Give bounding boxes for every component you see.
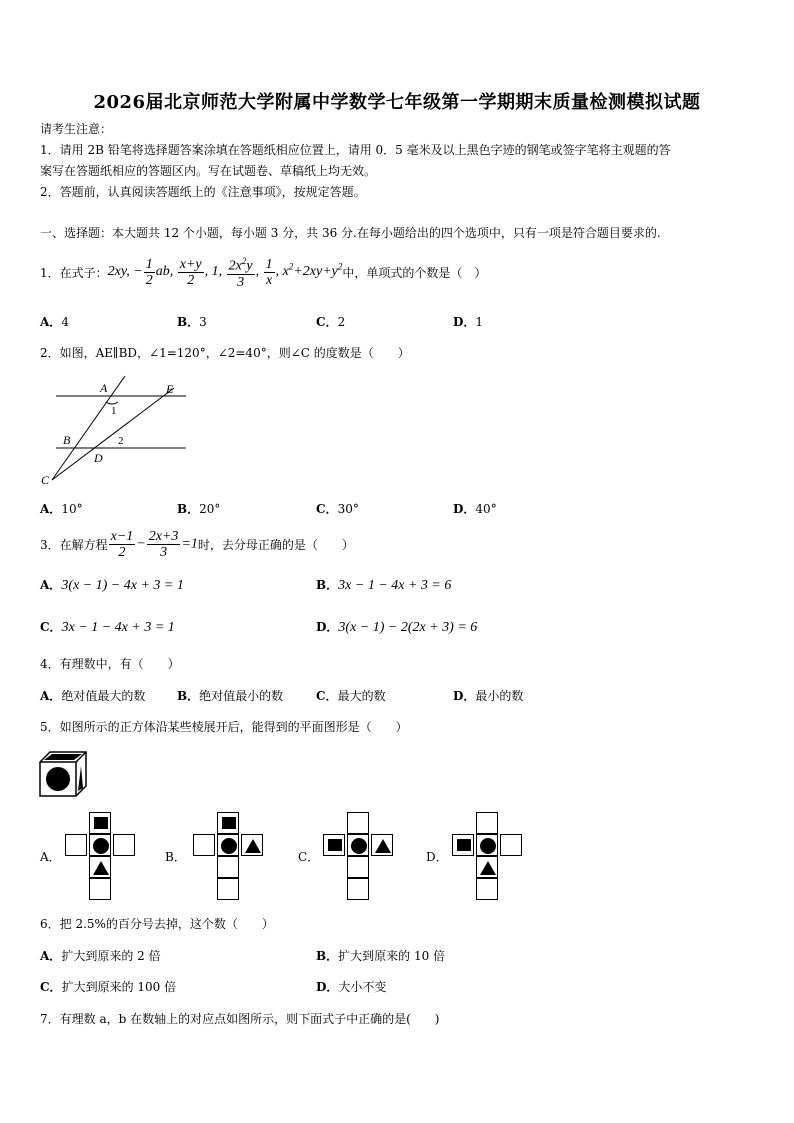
label-a: A	[100, 381, 108, 395]
net-cell	[452, 834, 474, 856]
net-cell	[89, 812, 111, 834]
q1-option-d: D．1	[453, 315, 484, 329]
circle-icon	[93, 838, 109, 854]
net-cell	[65, 834, 87, 856]
notice-item-1-line-2: 案写在答题纸相应的答题区内。写在试题卷、草稿纸上均无效。	[40, 164, 377, 178]
net-cell	[476, 812, 498, 834]
q2-option-b: B．20°	[177, 502, 221, 516]
question-3	[40, 526, 354, 562]
q3-option-a: A．3(x − 1) − 4x + 3 = 1	[40, 578, 184, 593]
q1-option-a: A．4	[40, 315, 69, 329]
question-2-stem: 2．如图，AE∥BD，∠1=120°，∠2=40°，则∠C 的度数是（ ）	[40, 346, 410, 360]
net-cell	[371, 834, 393, 856]
net-cell	[193, 834, 215, 856]
net-d	[452, 812, 532, 902]
label-b: B	[63, 433, 71, 447]
label-angle-1: 1	[111, 405, 117, 417]
question-1-prefix: 1．在式子：	[40, 265, 108, 280]
q1-option-c: C．2	[316, 315, 346, 329]
net-cell	[113, 834, 135, 856]
net-cell	[323, 834, 345, 856]
question-5-stem: 5．如图所示的正方体沿某些棱展开后，能得到的平面图形是（ ）	[40, 720, 408, 734]
q6-option-b: B．扩大到原来的 10 倍	[316, 949, 446, 963]
label-c: C	[41, 473, 50, 487]
question-3-equation: $\frac{x-1}{2}$ − $\frac{2x+3}{3}$ =1	[110, 528, 198, 560]
question-6-stem: 6．把 2.5%的百分号去掉，这个数（ ）	[40, 917, 274, 931]
net-cell	[476, 856, 498, 878]
net-cell	[347, 856, 369, 878]
net-cell	[476, 834, 498, 856]
net-a	[65, 812, 135, 902]
net-cell	[347, 812, 369, 834]
q4-option-a: A．绝对值最大的数	[40, 689, 146, 703]
q3-option-b: B．3x − 1 − 4x + 3 = 6	[316, 578, 452, 593]
net-b	[193, 812, 263, 902]
question-1-suffix: 中，单项式的个数是（ ）	[342, 265, 487, 280]
net-cell	[89, 834, 111, 856]
net-c	[323, 812, 403, 902]
question-3-suffix: 时，去分母正确的是（ ）	[197, 537, 354, 552]
question-7-stem: 7．有理数 a，b 在数轴上的对应点如图所示，则下面式子中正确的是( )	[40, 1012, 440, 1026]
q6-option-d: D．大小不变	[316, 980, 387, 994]
q5-option-c-label: C．	[298, 850, 320, 864]
q4-option-c: C．最大的数	[316, 689, 386, 703]
net-cell	[217, 878, 239, 900]
net-cell	[89, 856, 111, 878]
parallel-lines-figure	[36, 372, 196, 490]
net-cell	[476, 878, 498, 900]
q4-option-b: B．绝对值最小的数	[177, 689, 284, 703]
q2-option-c: C．30°	[316, 502, 359, 516]
q5-option-b-label: B．	[165, 850, 186, 864]
notice-item-1-line-1: 1．请用 2B 铅笔将选择题答案涂填在答题纸相应位置上，请用 0．5 毫米及以上黑色字迹的钢笔或签字笔将主观题的答	[40, 143, 671, 157]
label-e: E	[166, 382, 174, 396]
question-4-stem: 4．有理数中，有（ ）	[40, 657, 180, 671]
square-icon	[94, 817, 108, 829]
square-icon	[457, 839, 471, 851]
net-cell	[347, 834, 369, 856]
q5-option-a-label: A．	[40, 850, 61, 864]
question-1-expressions: 2xy, − $\frac{1}{2}$ ab, $\frac{x+y}{2}$ , 1, $\frac{2x^2y}{3}$ , $\frac{1}{x}$ , $x^2+2xy+y^2$	[107, 256, 343, 290]
net-cell	[500, 834, 522, 856]
question-1	[40, 255, 486, 289]
circle-icon	[480, 838, 496, 854]
q3-option-c: C．3x − 1 − 4x + 3 = 1	[40, 620, 175, 635]
square-icon	[328, 839, 342, 851]
cube-figure	[38, 750, 90, 798]
triangle-icon	[375, 839, 391, 853]
triangle-icon	[245, 839, 261, 853]
question-3-prefix: 3．在解方程	[40, 537, 108, 552]
triangle-icon	[93, 861, 109, 875]
q2-option-d: D．40°	[453, 502, 497, 516]
label-angle-2: 2	[118, 435, 124, 447]
net-cell	[347, 878, 369, 900]
q4-option-d: D．最小的数	[453, 689, 524, 703]
label-d: D	[94, 451, 103, 465]
notice-item-2: 2．答题前，认真阅读答题纸上的《注意事项》，按规定答题。	[40, 185, 366, 199]
q6-option-c: C．扩大到原来的 100 倍	[40, 980, 177, 994]
q6-option-a: A．扩大到原来的 2 倍	[40, 949, 161, 963]
square-icon	[222, 817, 236, 829]
q3-option-d: D．3(x − 1) − 2(2x + 3) = 6	[316, 620, 478, 635]
net-cell	[89, 878, 111, 900]
circle-icon	[351, 838, 367, 854]
circle-icon	[221, 838, 237, 854]
notice-heading: 请考生注意：	[40, 122, 113, 136]
page-title: 2026届北京师范大学附属中学数学七年级第一学期期末质量检测模拟试题	[93, 92, 701, 113]
net-cell	[217, 856, 239, 878]
section-heading: 一、选择题：本大题共 12 个小题，每小题 3 分，共 36 分.在每小题给出的四个选项中，只有一项是符合题目要求的.	[40, 226, 661, 240]
net-cell	[217, 834, 239, 856]
net-cell	[217, 812, 239, 834]
net-cell	[241, 834, 263, 856]
q5-option-d-label: D．	[426, 850, 448, 864]
q1-option-b: B．3	[177, 315, 207, 329]
q2-option-a: A．10°	[40, 502, 83, 516]
triangle-icon	[480, 861, 496, 875]
